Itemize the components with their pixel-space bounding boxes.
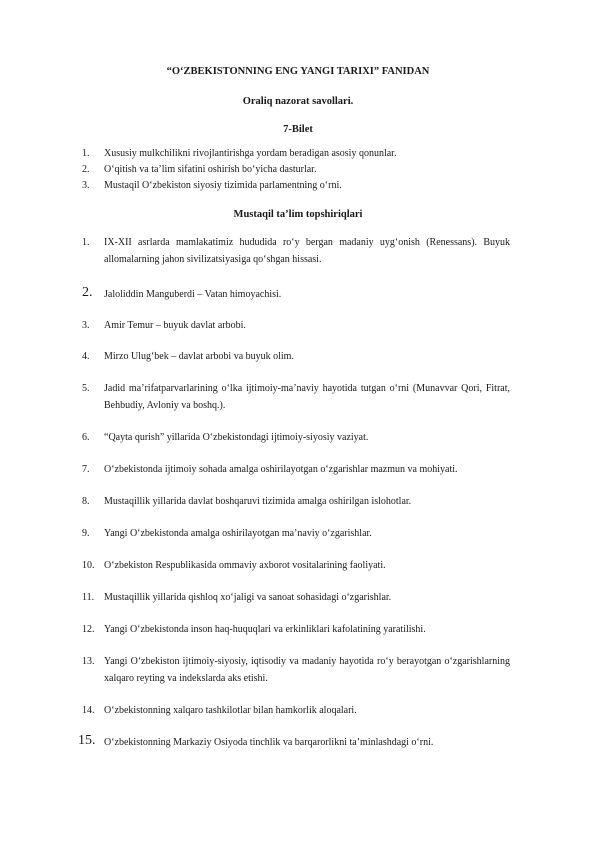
task-text: Jaloliddin Manguberdi – Vatan himoyachisi. (104, 289, 282, 300)
task-item-5 (82, 380, 510, 414)
question-item-3 (82, 177, 510, 194)
task-number: 15. (78, 733, 96, 748)
task-number: 6. (82, 432, 90, 443)
task-number: 1. (82, 237, 90, 248)
task-item-10 (82, 557, 510, 574)
task-text: IX-XII asrlarda mamlakatimiz hududida ro‘y bergan madaniy uyg‘onish (Renessans). Buyuk allomalarning jahon sivilizatsiyasiga qo‘shgan hissasi. (104, 237, 510, 265)
task-number: 8. (82, 496, 90, 507)
task-number: 14. (82, 705, 95, 716)
task-text: O‘zbekistonning Markaziy Osiyoda tinchlik va barqarorlikni ta’minlashdagi o‘rni. (104, 737, 434, 748)
task-number: 5. (82, 383, 90, 394)
task-text: Mustaqillik yillarida davlat boshqaruvi tizimida amalga oshirilgan islohotlar. (104, 496, 412, 507)
task-text: Yangi O‘zbekistonda inson haq-huquqlari va erkinliklari kafolatining yaratilishi. (104, 624, 426, 635)
task-text: O‘zbekiston Respublikasida ommaviy axborot vositalarining faoliyati. (104, 560, 386, 571)
task-item-8 (82, 493, 510, 510)
question-number: 2. (82, 164, 90, 175)
task-text: Amir Temur – buyuk davlat arbobi. (104, 320, 246, 331)
question-text: O‘qitish va ta’lim sifatini oshirish bo‘yicha dasturlar. (104, 164, 317, 175)
task-number: 3. (82, 320, 90, 331)
task-item-4 (82, 348, 510, 365)
question-item-1 (82, 145, 510, 162)
task-text: Yangi O‘zbekiston ijtimoiy-siyosiy, iqtisodiy va madaniy hayotida ro‘y berayotgan o‘zgarishlarning xalqaro reyting va indekslarda aks etishi. (104, 656, 510, 684)
task-number: 4. (82, 351, 90, 362)
ticket-number: 7-Bilet (283, 124, 313, 135)
task-item-1 (82, 234, 510, 268)
task-text: O‘zbekistonda ijtimoiy sohada amalga oshirilayotgan o‘zgarishlar mazmun va mohiyati. (104, 464, 458, 475)
question-item-2 (82, 161, 510, 178)
task-item-9 (82, 525, 510, 542)
task-number: 12. (82, 624, 95, 635)
document-title: “O‘ZBEKISTONNING ENG YANGI TARIXI” FANIDAN (166, 66, 430, 77)
task-number: 7. (82, 464, 90, 475)
task-item-12 (82, 621, 510, 638)
task-number: 10. (82, 560, 95, 571)
task-item-13 (82, 653, 510, 687)
task-text: Jadid ma’rifatparvarlarining o‘lka ijtimoiy-ma’naviy hayotida tutgan o‘rni (Munavvar Qori, Fitrat, Behbudiy, Avloniy va boshq.). (104, 383, 510, 411)
task-item-11 (82, 589, 510, 606)
task-number: 13. (82, 656, 95, 667)
document-subtitle: Oraliq nazorat savollari. (242, 96, 354, 107)
question-text: Mustaqil O‘zbekiston siyosiy tizimida parlamentning o‘rni. (104, 180, 342, 191)
task-item-2 (82, 285, 510, 303)
section-title: Mustaqil ta’lim topshiriqlari (233, 209, 363, 220)
task-text: Mustaqillik yillarida qishloq xo‘jaligi va sanoat sohasidagi o‘zgarishlar. (104, 592, 392, 603)
task-number: 11. (82, 592, 95, 603)
task-item-3 (82, 317, 510, 334)
task-item-6 (82, 429, 510, 446)
question-number: 3. (82, 180, 90, 191)
task-item-15 (78, 733, 510, 751)
task-item-7 (82, 461, 510, 478)
task-text: O‘zbekistonning xalqaro tashkilotlar bilan hamkorlik aloqalari. (104, 705, 357, 716)
task-text: “Qayta qurish” yillarida O‘zbekistondagi ijtimoiy-siyosiy vaziyat. (104, 432, 369, 443)
task-number: 9. (82, 528, 90, 539)
task-item-14 (82, 702, 510, 719)
question-text: Xususiy mulkchilikni rivojlantirishga yordam beradigan asosiy qonunlar. (104, 148, 397, 159)
task-text: Mirzo Ulug‘bek – davlat arbobi va buyuk olim. (104, 351, 294, 362)
task-number: 2. (82, 285, 93, 300)
question-number: 1. (82, 148, 90, 159)
task-text: Yangi O‘zbekistonda amalga oshirilayotgan ma’naviy o‘zgarishlar. (104, 528, 372, 539)
